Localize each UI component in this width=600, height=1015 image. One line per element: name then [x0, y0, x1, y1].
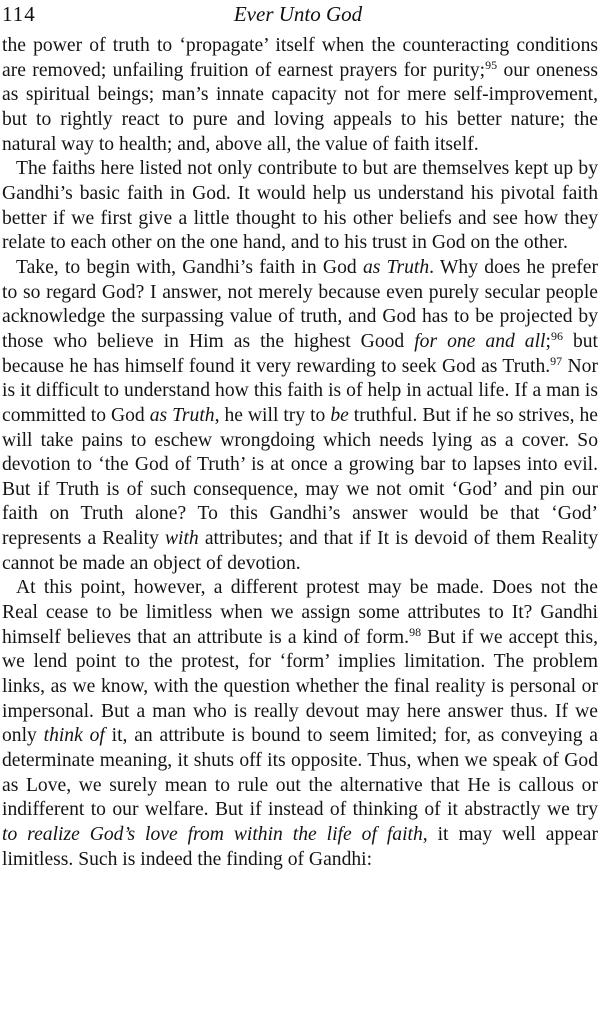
text-run: But if we accept this, we lend point to the protest, for ‘form’ implies limitation. The problem links, as we know, with the question whether the final reality is personal or impersonal. But a man who is really devout may here answer thus. If we only: [2, 626, 598, 747]
text-run: the power of truth to ‘propagate’ itself when the counteracting conditions are removed; unfailing fruition of earnest prayers for purity;: [2, 35, 598, 81]
footnote-marker: 96: [550, 328, 563, 343]
text-run: . Why does he prefer to so regard God? I answer, not merely because even purely secular people acknowledge the surpassing value of truth, and God has to be projected by those who believe in Him as the highest Good: [2, 256, 598, 352]
text-run: attributes; and that if It is devoid of them Reality cannot be made an object of devotion.: [2, 528, 598, 574]
paragraph: [2, 157, 598, 256]
text-run: Take, to begin with, Gandhi’s faith in God: [16, 256, 363, 278]
italic-text: as Truth: [362, 256, 430, 278]
page-number: 114: [2, 2, 36, 26]
italic-text: as Truth: [149, 404, 215, 426]
footnote-marker: 95: [485, 57, 498, 72]
text-run: , it may well appear limitless. Such is indeed the finding of Gandhi:: [2, 824, 599, 870]
italic-text: with: [164, 528, 199, 550]
page-header: [2, 2, 594, 28]
paragraph: [2, 34, 598, 157]
text-run: At this point, however, a different protest may be made. Does not the Real cease to be limitless when we assign some attributes to It? Gandhi himself believes that an attribute is a kind of form.: [2, 577, 598, 648]
text-run: our oneness as spiritual beings; man’s innate capacity not for mere self-improvement, but to rightly react to pure and loving appeals to his better nature; the natural way to health; and, above all, the value of faith itself.: [2, 59, 599, 155]
text-run: The faiths here listed not only contribute to but are themselves kept up by Gandhi’s basic faith in God. It would help us understand his pivotal faith better if we first give a little thought to his other beliefs and see how they relate to each other on the one hand, and to his trust in God on the other.: [2, 158, 598, 254]
text-run: it, an attribute is bound to seem limited; for, as conveying a determinate meaning, it shuts off its opposite. Thus, when we speak of God as Love, we surely mean to rule out the alternative that He is callous or indifferent to our welfare. But if instead of thinking of it abstractly we try: [2, 725, 598, 821]
text-run: but because he has himself found it very rewarding to seek God as Truth.: [2, 330, 598, 377]
footnote-marker: 97: [550, 353, 563, 368]
paragraph: [2, 576, 598, 872]
paragraph: [2, 256, 598, 577]
italic-text: think of: [43, 725, 105, 747]
italic-text: be: [330, 404, 349, 426]
text-run: ;: [545, 330, 551, 352]
italic-text: for one and all: [414, 330, 546, 352]
text-run: truthful. But if he so strives, he will take pains to eschew wrongdoing which needs lying as a cover. So devotion to ‘the God of Truth’ is at once a growing bar to lapses into evil. But if Truth is of such consequence, may we not omit ‘God’ and pin our faith on Truth alone? To this Gandhi’s answer would be that ‘God’ represents a Reality: [2, 404, 599, 550]
text-run: , he will try to: [214, 404, 331, 426]
footnote-marker: 98: [409, 624, 422, 639]
italic-text: to realize God’s love from within the life of faith: [2, 824, 423, 845]
text-run: Nor is it difficult to understand how this faith is of help in actual life. If a man is committed to God: [2, 355, 598, 426]
body-text: [2, 34, 598, 872]
running-title: Ever Unto God: [233, 2, 363, 26]
